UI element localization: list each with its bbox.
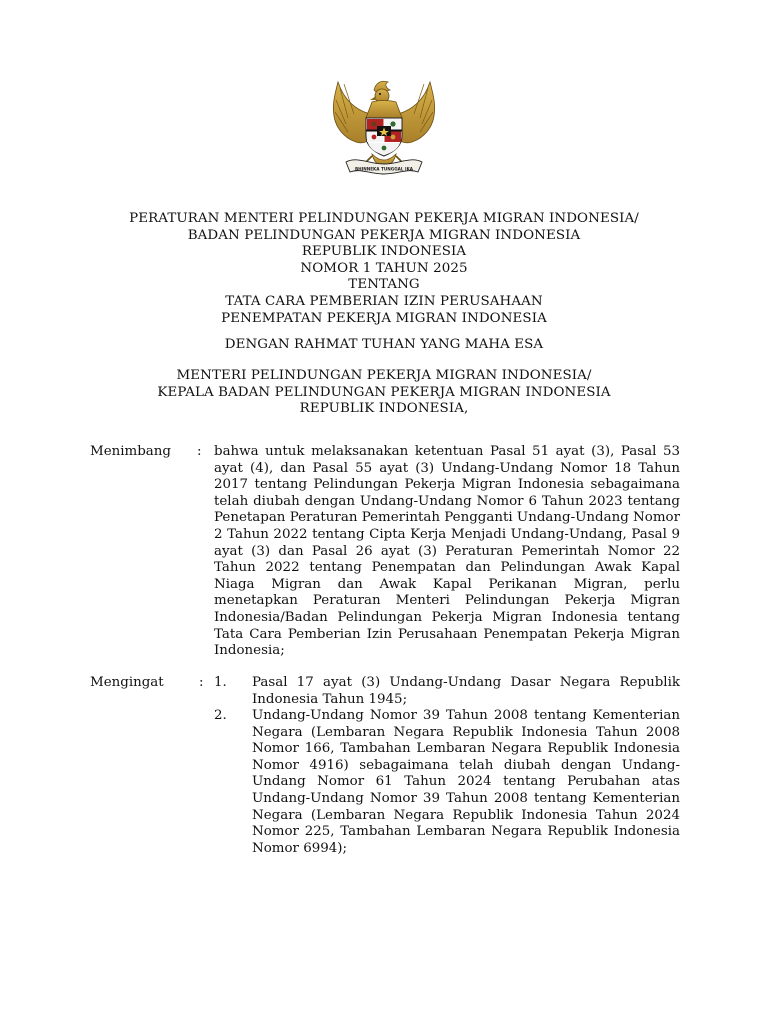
minister-line: REPUBLIK INDONESIA, <box>299 401 469 417</box>
regulation-title <box>0 211 768 327</box>
minister-heading <box>0 368 768 418</box>
list-item-number: 2. <box>214 708 227 723</box>
menimbang-label: Menimbang <box>90 444 171 459</box>
title-line: NOMOR 1 TAHUN 2025 <box>300 260 468 276</box>
list-item-number: 1. <box>214 675 227 690</box>
menimbang-colon: : <box>197 444 202 459</box>
mengingat-label: Mengingat <box>90 675 164 690</box>
title-line: BADAN PELINDUNGAN PEKERJA MIGRAN INDONESIA <box>187 227 581 243</box>
list-item-text: Pasal 17 ayat (3) Undang-Undang Dasar Negara Republik Indonesia Tahun 1945; <box>252 675 680 707</box>
rahmat-line: DENGAN RAHMAT TUHAN YANG MAHA ESA <box>224 337 544 352</box>
title-line: PERATURAN MENTERI PELINDUNGAN PEKERJA MIGRAN INDONESIA/ <box>129 211 639 226</box>
mengingat-colon: : <box>199 675 204 690</box>
title-line: PENEMPATAN PEKERJA MIGRAN INDONESIA <box>221 310 547 326</box>
menimbang-text: bahwa untuk melaksanakan ketentuan Pasal 51 ayat (3), Pasal 53 ayat (4), dan Pasal 55 ayat (3) Undang-Undang Nomor 18 Tahun 2017 tentang Pelindungan Pekerja Migran Indonesia sebagaimana telah diubah dengan Undang-Undang Nomor 6 Tahun 2023 tentang Penetapan Peraturan Pemerintah Pengganti Undang-Undang Nomor 2 Tahun 2022 tentang Cipta Kerja Menjadi Undang-Undang, Pasal 9 ayat (3) dan Pasal 26 ayat (3) Peraturan Pemerintah Nomor 22 Tahun 2022 tentang Penempatan dan Pelindungan Awak Kapal Niaga Migran dan Awak Kapal Perikanan Migran, perlu menetapkan Peraturan Menteri Pelindungan Pekerja Migran Indonesia/Badan Pelindungan Pekerja Migran Indonesia tentang Tata Cara Pemberian Izin Perusahaan Penempatan Pekerja Migran Indonesia; <box>214 444 680 659</box>
minister-line: MENTERI PELINDUNGAN PEKERJA MIGRAN INDONESIA/ <box>176 368 592 383</box>
rahmat-heading <box>0 337 768 354</box>
title-line: TATA CARA PEMBERIAN IZIN PERUSAHAAN <box>225 293 543 309</box>
list-item-text: Undang-Undang Nomor 39 Tahun 2008 tentang Kementerian Negara (Lembaran Negara Republik Indonesia Tahun 2008 Nomor 166, Tambahan Lembaran Negara Republik Indonesia Nomor 4916) sebagaimana telah diubah dengan Undang-Undang Nomor 61 Tahun 2024 tentang Perubahan atas Undang-Undang Nomor 39 Tahun 2008 tentang Kementerian Negara (Lembaran Negara Republik Indonesia Tahun 2024 Nomor 225, Tambahan Lembaran Negara Republik Indonesia Nomor 6994); <box>252 708 680 856</box>
title-line: REPUBLIK INDONESIA <box>301 244 467 260</box>
garuda-pancasila-emblem-icon <box>326 74 442 180</box>
emblem-motto: BHINNEKA TUNGGAL IKA <box>354 166 414 172</box>
minister-line: KEPALA BADAN PELINDUNGAN PEKERJA MIGRAN INDONESIA <box>157 384 611 400</box>
title-line: TENTANG <box>348 277 420 293</box>
